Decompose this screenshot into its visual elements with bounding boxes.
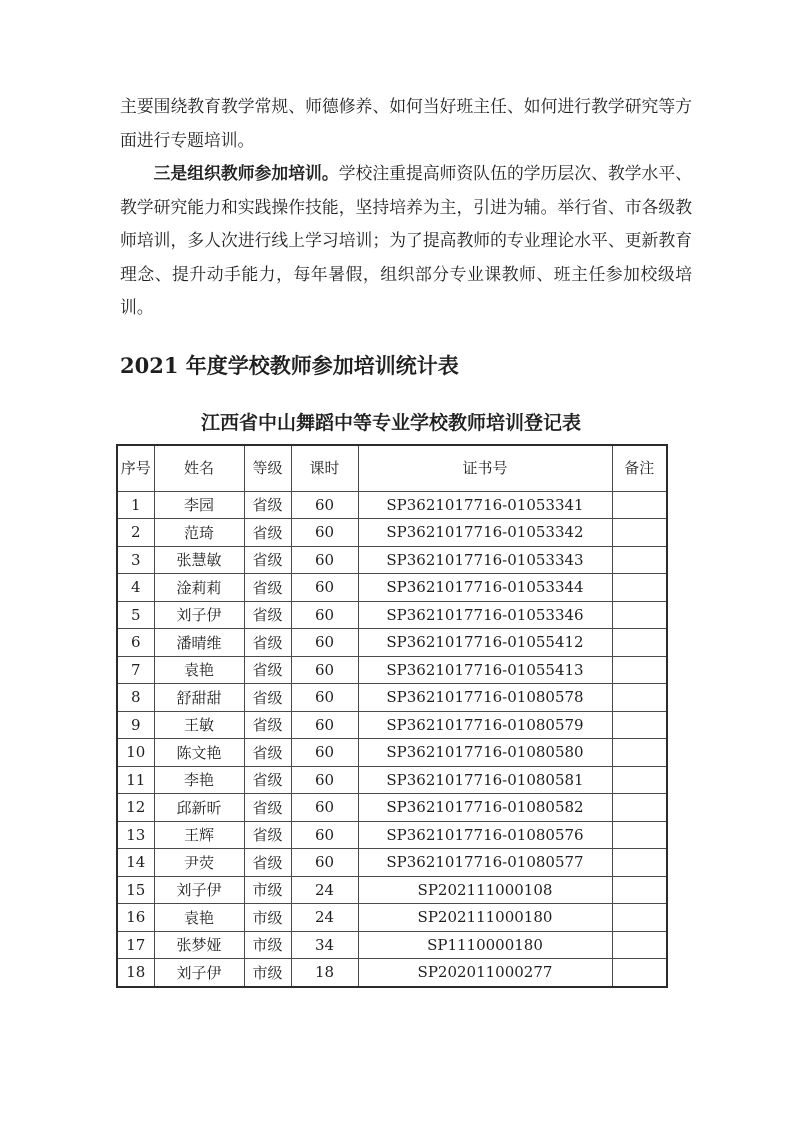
- cell-certificate: SP3621017716-01080576: [358, 821, 612, 849]
- cell-note: [612, 711, 667, 739]
- cell-hours: 34: [291, 931, 358, 959]
- cell-index: 5: [117, 601, 154, 629]
- cell-note: [612, 766, 667, 794]
- cell-index: 1: [117, 491, 154, 519]
- cell-hours: 60: [291, 849, 358, 877]
- cell-certificate: SP3621017716-01080582: [358, 794, 612, 822]
- cell-level: 省级: [244, 491, 291, 519]
- cell-note: [612, 684, 667, 712]
- cell-index: 18: [117, 959, 154, 987]
- table-title: 江西省中山舞蹈中等专业学校教师培训登记表: [200, 411, 581, 434]
- cell-index: 13: [117, 821, 154, 849]
- table-row: [117, 849, 667, 877]
- cell-certificate: SP3621017716-01080580: [358, 739, 612, 767]
- cell-level: 省级: [244, 519, 291, 547]
- cell-name: 王敏: [154, 711, 244, 739]
- cell-hours: 60: [291, 519, 358, 547]
- cell-index: 6: [117, 629, 154, 657]
- section-heading: 2021 年度学校教师参加培训统计表: [120, 352, 459, 378]
- cell-certificate: SP202011000277: [358, 959, 612, 987]
- table-row: [117, 574, 667, 602]
- cell-name: 袁艳: [154, 904, 244, 932]
- cell-level: 省级: [244, 794, 291, 822]
- cell-hours: 60: [291, 766, 358, 794]
- table-row: [117, 629, 667, 657]
- cell-name: 刘子伊: [154, 876, 244, 904]
- cell-level: 省级: [244, 601, 291, 629]
- table-row: [117, 684, 667, 712]
- cell-hours: 60: [291, 574, 358, 602]
- cell-index: 12: [117, 794, 154, 822]
- table-row: [117, 959, 667, 987]
- cell-index: 17: [117, 931, 154, 959]
- cell-certificate: SP3621017716-01080578: [358, 684, 612, 712]
- cell-certificate: SP3621017716-01053343: [358, 546, 612, 574]
- cell-hours: 60: [291, 656, 358, 684]
- cell-note: [612, 931, 667, 959]
- cell-level: 省级: [244, 574, 291, 602]
- cell-certificate: SP202111000180: [358, 904, 612, 932]
- cell-level: 省级: [244, 739, 291, 767]
- cell-name: 袁艳: [154, 656, 244, 684]
- cell-name: 张梦娅: [154, 931, 244, 959]
- cell-level: 省级: [244, 656, 291, 684]
- cell-level: 省级: [244, 766, 291, 794]
- cell-note: [612, 656, 667, 684]
- table-row: [117, 904, 667, 932]
- cell-level: 省级: [244, 684, 291, 712]
- header-hours: 课时: [291, 445, 358, 492]
- cell-hours: 24: [291, 904, 358, 932]
- cell-name: 刘子伊: [154, 959, 244, 987]
- cell-hours: 60: [291, 711, 358, 739]
- cell-index: 7: [117, 656, 154, 684]
- cell-level: 省级: [244, 849, 291, 877]
- table-row: [117, 766, 667, 794]
- cell-level: 市级: [244, 904, 291, 932]
- cell-name: 张慧敏: [154, 546, 244, 574]
- paragraph-1: [120, 90, 692, 157]
- table-header: [117, 445, 667, 492]
- header-name: 姓名: [154, 445, 244, 492]
- cell-hours: 60: [291, 629, 358, 657]
- cell-index: 14: [117, 849, 154, 877]
- cell-name: 尹荧: [154, 849, 244, 877]
- cell-hours: 60: [291, 739, 358, 767]
- header-index: 序号: [117, 445, 154, 492]
- cell-note: [612, 959, 667, 987]
- cell-index: 3: [117, 546, 154, 574]
- cell-certificate: SP3621017716-01080581: [358, 766, 612, 794]
- table-row: [117, 739, 667, 767]
- cell-note: [612, 546, 667, 574]
- cell-name: 王辉: [154, 821, 244, 849]
- cell-level: 省级: [244, 821, 291, 849]
- cell-note: [612, 491, 667, 519]
- table-body: [117, 491, 667, 987]
- cell-note: [612, 629, 667, 657]
- cell-name: 淦莉莉: [154, 574, 244, 602]
- cell-certificate: SP3621017716-01055412: [358, 629, 612, 657]
- table-row: [117, 519, 667, 547]
- paragraph-2-rest: 学校注重提高师资队伍的学历层次、教学水平、教学研究能力和实践操作技能，坚持培养为主，引进为辅。举行省、市各级教师培训，多人次进行线上学习培训；为了提高教师的专业理论水平、更新教育理念、提升动手能力，每年暑假，组织部分专业课教师、班主任参加校级培训。: [120, 163, 692, 317]
- cell-hours: 60: [291, 794, 358, 822]
- cell-name: 潘晴维: [154, 629, 244, 657]
- cell-hours: 18: [291, 959, 358, 987]
- cell-certificate: SP3621017716-01055413: [358, 656, 612, 684]
- table-row: [117, 821, 667, 849]
- table-row: [117, 931, 667, 959]
- cell-hours: 60: [291, 601, 358, 629]
- table-row: [117, 546, 667, 574]
- cell-level: 市级: [244, 876, 291, 904]
- cell-index: 8: [117, 684, 154, 712]
- cell-certificate: SP1110000180: [358, 931, 612, 959]
- cell-note: [612, 519, 667, 547]
- table-header-row: [117, 445, 667, 492]
- cell-note: [612, 574, 667, 602]
- cell-index: 4: [117, 574, 154, 602]
- cell-hours: 60: [291, 491, 358, 519]
- cell-level: 省级: [244, 546, 291, 574]
- header-certificate: 证书号: [358, 445, 612, 492]
- cell-hours: 60: [291, 684, 358, 712]
- cell-index: 9: [117, 711, 154, 739]
- cell-certificate: SP3621017716-01053341: [358, 491, 612, 519]
- paragraph-1-text: 主要围绕教育教学常规、师德修养、如何当好班主任、如何进行教学研究等方面进行专题培训。: [120, 96, 692, 150]
- cell-note: [612, 794, 667, 822]
- cell-index: 15: [117, 876, 154, 904]
- paragraph-2: [120, 157, 692, 325]
- cell-certificate: SP3621017716-01053342: [358, 519, 612, 547]
- cell-index: 11: [117, 766, 154, 794]
- training-table: [116, 444, 668, 988]
- cell-name: 刘子伊: [154, 601, 244, 629]
- table-row: [117, 601, 667, 629]
- table-row: [117, 794, 667, 822]
- cell-index: 16: [117, 904, 154, 932]
- cell-level: 省级: [244, 629, 291, 657]
- cell-level: 省级: [244, 711, 291, 739]
- cell-note: [612, 739, 667, 767]
- cell-note: [612, 849, 667, 877]
- cell-certificate: SP3621017716-01080579: [358, 711, 612, 739]
- cell-certificate: SP3621017716-01053344: [358, 574, 612, 602]
- cell-certificate: SP3621017716-01080577: [358, 849, 612, 877]
- table-row: [117, 876, 667, 904]
- paragraph-2-lead: 三是组织教师参加培训。: [153, 163, 339, 183]
- cell-level: 市级: [244, 931, 291, 959]
- cell-name: 李艳: [154, 766, 244, 794]
- cell-name: 范琦: [154, 519, 244, 547]
- cell-note: [612, 876, 667, 904]
- cell-note: [612, 904, 667, 932]
- cell-certificate: SP3621017716-01053346: [358, 601, 612, 629]
- header-note: 备注: [612, 445, 667, 492]
- cell-index: 10: [117, 739, 154, 767]
- table-row: [117, 656, 667, 684]
- cell-name: 李园: [154, 491, 244, 519]
- cell-note: [612, 821, 667, 849]
- cell-index: 2: [117, 519, 154, 547]
- header-level: 等级: [244, 445, 291, 492]
- cell-name: 邱新昕: [154, 794, 244, 822]
- cell-name: 舒甜甜: [154, 684, 244, 712]
- cell-hours: 24: [291, 876, 358, 904]
- cell-hours: 60: [291, 546, 358, 574]
- table-row: [117, 491, 667, 519]
- cell-note: [612, 601, 667, 629]
- table-row: [117, 711, 667, 739]
- cell-hours: 60: [291, 821, 358, 849]
- cell-level: 市级: [244, 959, 291, 987]
- cell-certificate: SP202111000108: [358, 876, 612, 904]
- cell-name: 陈文艳: [154, 739, 244, 767]
